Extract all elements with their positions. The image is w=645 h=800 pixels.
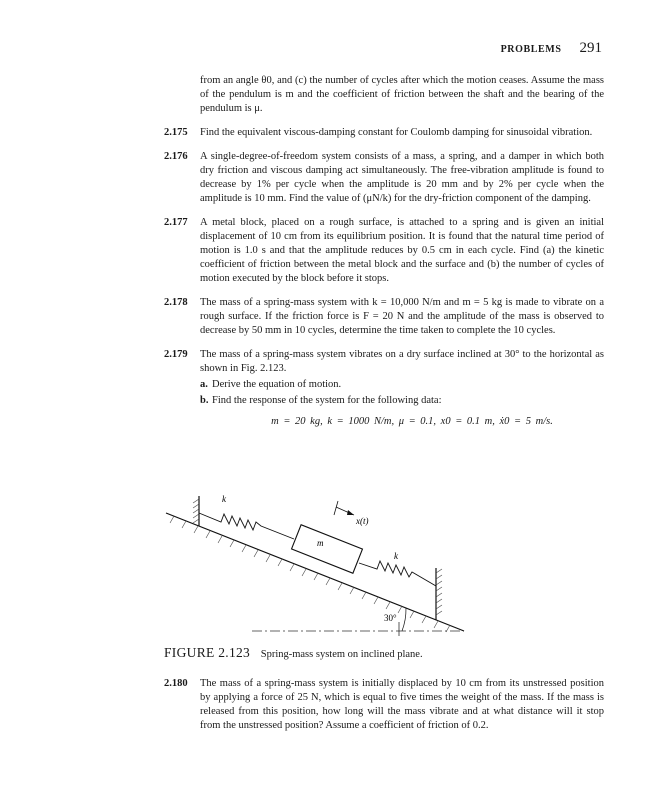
running-head: PROBLEMS [500,44,562,55]
problem-number: 2.177 [164,217,188,228]
data-equation: m = 20 kg, k = 1000 N/m, μ = 0.1, x0 = 0.1 m, ẋ0 = 5 m/s. [271,416,553,427]
sub-part-text: Find the response of the system for the following data: [212,395,442,406]
right-wall-hatching [436,569,442,615]
problem-2-178 [164,296,604,338]
inclined-plane-diagram [164,493,604,641]
problem-number: 2.180 [164,678,188,689]
problem-text: Find the equivalent viscous-damping constant for Coulomb damping for sinusoidal vibration. [200,127,593,138]
sub-part-text: Derive the equation of motion. [212,379,342,390]
problem-number: 2.176 [164,151,188,162]
displacement-label: x(t) [356,516,369,526]
continuation-text: from an angle θ0, and (c) the number of cycles after which the motion ceases. Assume the mass of the pendulum is m and the coefficient of friction between the shaft and the bearing of the pendulum is μ. [200,75,604,114]
problem-text: A metal block, placed on a rough surface, is attached to a spring and is given an initial displacement of 10 cm from its equilibrium position. It is found that the natural time period of motion is 1.0 s and that the amplitude reduces by 0.5 cm in each cycle. Find (a) the kinetic coefficient of friction between the metal block and the surface and (b) the number of cycles of motion executed by the block before it stops. [200,217,604,284]
figure-caption-text: Spring-mass system on inclined plane. [260,649,423,660]
page-number: 291 [579,40,602,56]
sub-part-a [200,378,604,392]
figure-caption [164,645,423,661]
angle-arc [402,608,406,631]
angle-label: 30° [384,613,397,623]
sub-part-label: b. [200,395,209,406]
problem-text: The mass of a spring-mass system is initially displaced by 10 cm from its unstressed position by applying a force of 25 N, which is equal to five times the weight of the mass. If the mass is released from this position, how long will the mass vibrate and at what distance will it stop from the unstressed position? Assume a coefficient of friction of 0.2. [200,678,604,731]
problem-number: 2.175 [164,127,188,138]
problem-text: A single-degree-of-freedom system consists of a mass, a spring, and a damper in which both dry friction and viscous damping act simultaneously. The free-vibration amplitude is found to decrease by 1% per cycle when the amplitude is 20 mm and by 2% per cycle when the amplitude is 10 mm. Find the value of (μN/k) for the dry-friction component of the damping. [200,151,604,204]
mass-label: m [317,538,324,548]
problems-continued [164,677,604,733]
figure-caption-label: FIGURE 2.123 [164,645,251,660]
displacement-arrowhead [347,510,354,515]
problem-number: 2.179 [164,349,188,360]
problems-content [164,74,604,429]
figure-2-123-diagram [164,493,604,641]
left-spring [199,513,294,539]
mass-block [292,525,363,573]
sub-part-b [200,394,604,408]
page-header [501,40,602,57]
problem-text: The mass of a spring-mass system with k = 10,000 N/m and m = 5 kg is made to vibrate on a rough surface. If the friction force is F = 20 N and the amplitude of the mass is observed to decrease by 50 mm in 10 cycles, determine the time taken to complete the 10 cycles. [200,297,604,336]
problem-2-175 [164,126,604,140]
problem-text: The mass of a spring-mass system vibrates on a dry surface inclined at 30° to the horizontal as shown in Fig. 2.123. [200,349,604,374]
left-wall-hatching [193,499,199,523]
sub-part-label: a. [200,379,208,390]
problem-2-179 [164,348,604,429]
spring-right-label: k [394,551,398,561]
problem-2-180 [164,677,604,733]
right-spring [359,561,436,586]
problem-2-176 [164,150,604,206]
problem-number: 2.178 [164,297,188,308]
spring-left-label: k [222,494,226,504]
problem-2-177 [164,216,604,286]
